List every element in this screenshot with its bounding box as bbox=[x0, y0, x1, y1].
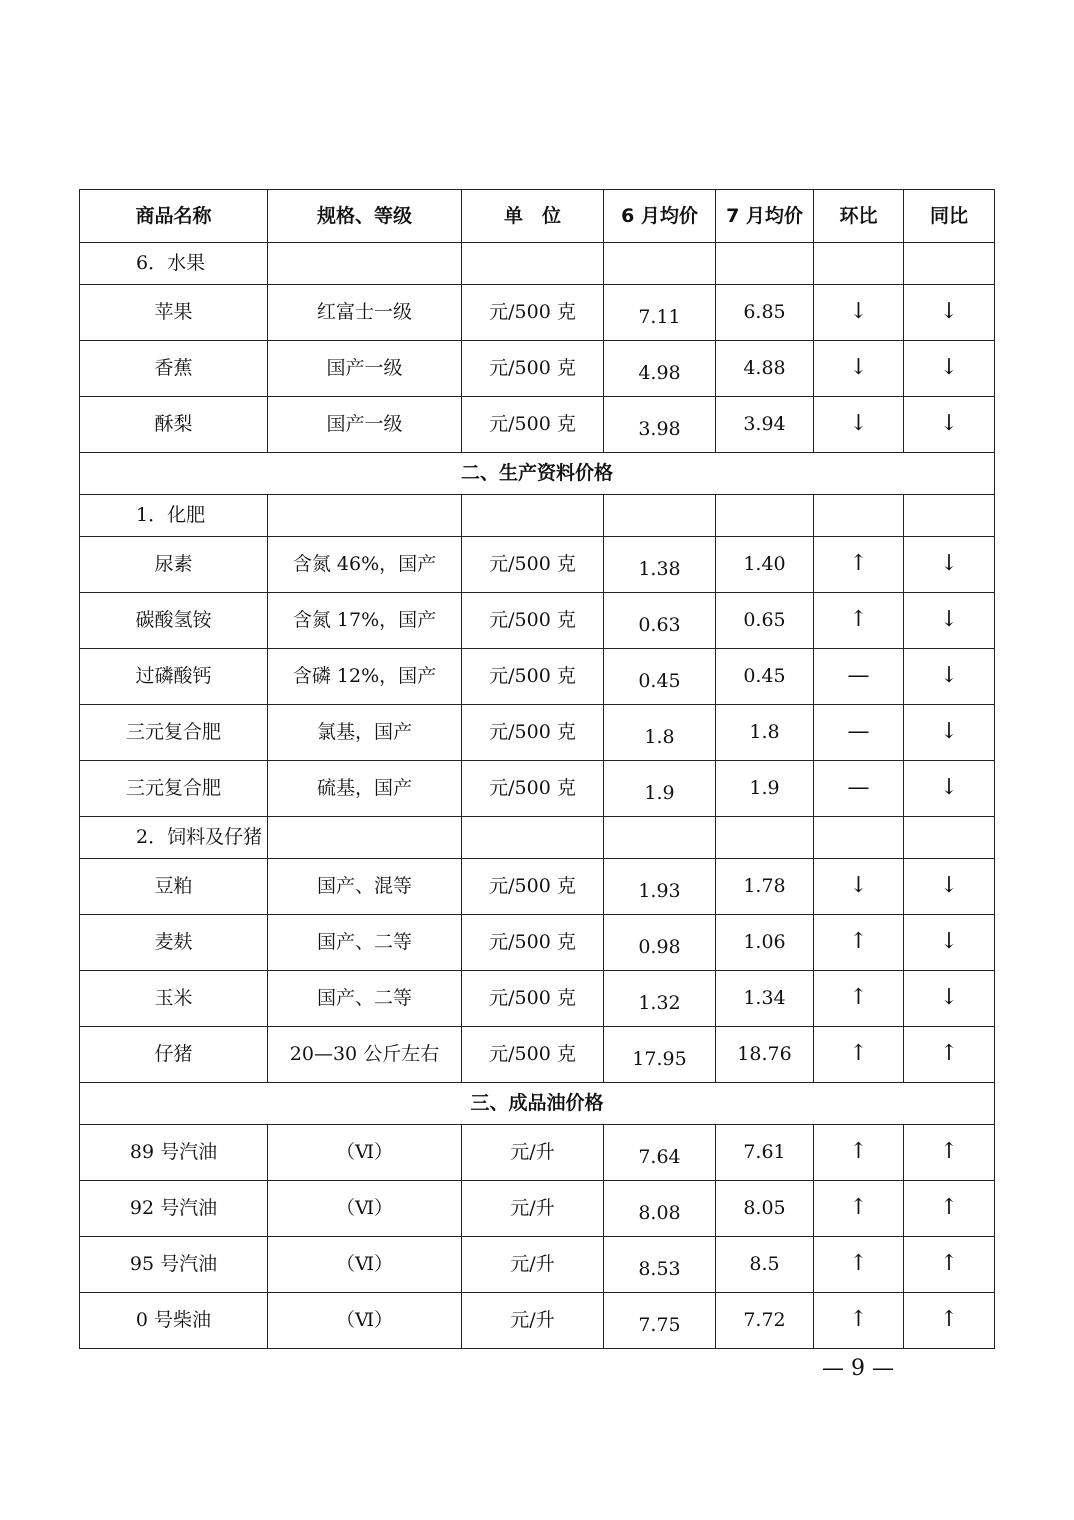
month-on-month-indicator: — bbox=[814, 649, 904, 705]
spec-grade: 红富士一级 bbox=[268, 285, 462, 341]
unit: 元/500 克 bbox=[462, 397, 604, 453]
empty-cell bbox=[904, 495, 995, 537]
month-on-month-indicator: ↓ bbox=[814, 859, 904, 915]
july-average-price: 7.72 bbox=[716, 1293, 814, 1349]
empty-cell bbox=[904, 243, 995, 285]
july-average-price: 1.9 bbox=[716, 761, 814, 817]
table-row bbox=[80, 1027, 995, 1083]
month-on-month-indicator: ↓ bbox=[814, 397, 904, 453]
month-on-month-indicator: ↑ bbox=[814, 1125, 904, 1181]
table-row bbox=[80, 705, 995, 761]
empty-cell bbox=[604, 817, 716, 859]
table-row bbox=[80, 285, 995, 341]
june-average-price: 1.8 bbox=[604, 705, 716, 761]
unit: 元/500 克 bbox=[462, 593, 604, 649]
unit: 元/升 bbox=[462, 1293, 604, 1349]
column-header: 单 位 bbox=[462, 190, 604, 243]
column-header: 6 月均价 bbox=[604, 190, 716, 243]
year-on-year-indicator: ↑ bbox=[904, 1027, 995, 1083]
june-average-price: 7.64 bbox=[604, 1125, 716, 1181]
table-row bbox=[80, 1237, 995, 1293]
unit: 元/500 克 bbox=[462, 537, 604, 593]
table-row bbox=[80, 341, 995, 397]
table-row bbox=[80, 537, 995, 593]
empty-cell bbox=[604, 243, 716, 285]
section-header-row bbox=[80, 1083, 995, 1125]
july-average-price: 6.85 bbox=[716, 285, 814, 341]
june-average-price: 1.38 bbox=[604, 537, 716, 593]
june-average-price: 4.98 bbox=[604, 341, 716, 397]
year-on-year-indicator: ↑ bbox=[904, 1293, 995, 1349]
july-average-price: 1.8 bbox=[716, 705, 814, 761]
year-on-year-indicator: ↓ bbox=[904, 649, 995, 705]
year-on-year-indicator: ↓ bbox=[904, 761, 995, 817]
commodity-name: 苹果 bbox=[80, 285, 268, 341]
unit: 元/500 克 bbox=[462, 859, 604, 915]
empty-cell bbox=[462, 243, 604, 285]
year-on-year-indicator: ↑ bbox=[904, 1181, 995, 1237]
year-on-year-indicator: ↑ bbox=[904, 1237, 995, 1293]
commodity-name: 玉米 bbox=[80, 971, 268, 1027]
table-row bbox=[80, 649, 995, 705]
table-row bbox=[80, 915, 995, 971]
july-average-price: 0.65 bbox=[716, 593, 814, 649]
commodity-name: 香蕉 bbox=[80, 341, 268, 397]
july-average-price: 0.45 bbox=[716, 649, 814, 705]
july-average-price: 3.94 bbox=[716, 397, 814, 453]
empty-cell bbox=[814, 495, 904, 537]
empty-cell bbox=[268, 243, 462, 285]
spec-grade: 国产一级 bbox=[268, 341, 462, 397]
column-header: 规格、等级 bbox=[268, 190, 462, 243]
unit: 元/升 bbox=[462, 1125, 604, 1181]
commodity-name: 碳酸氢铵 bbox=[80, 593, 268, 649]
july-average-price: 1.78 bbox=[716, 859, 814, 915]
june-average-price: 1.9 bbox=[604, 761, 716, 817]
july-average-price: 18.76 bbox=[716, 1027, 814, 1083]
july-average-price: 8.5 bbox=[716, 1237, 814, 1293]
empty-cell bbox=[268, 817, 462, 859]
month-on-month-indicator: ↑ bbox=[814, 1181, 904, 1237]
july-average-price: 4.88 bbox=[716, 341, 814, 397]
commodity-name: 麦麸 bbox=[80, 915, 268, 971]
table-row bbox=[80, 1125, 995, 1181]
month-on-month-indicator: ↓ bbox=[814, 341, 904, 397]
category-row bbox=[80, 243, 995, 285]
table-row bbox=[80, 971, 995, 1027]
commodity-name: 三元复合肥 bbox=[80, 705, 268, 761]
month-on-month-indicator: ↑ bbox=[814, 915, 904, 971]
column-header: 环比 bbox=[814, 190, 904, 243]
year-on-year-indicator: ↓ bbox=[904, 915, 995, 971]
spec-grade: （Ⅵ） bbox=[268, 1237, 462, 1293]
july-average-price: 1.06 bbox=[716, 915, 814, 971]
category-title: 1．化肥 bbox=[80, 495, 268, 537]
spec-grade: 国产一级 bbox=[268, 397, 462, 453]
unit: 元/升 bbox=[462, 1237, 604, 1293]
category-row bbox=[80, 495, 995, 537]
table-header-row bbox=[80, 190, 995, 243]
commodity-name: 豆粕 bbox=[80, 859, 268, 915]
year-on-year-indicator: ↓ bbox=[904, 971, 995, 1027]
table-row bbox=[80, 593, 995, 649]
june-average-price: 8.53 bbox=[604, 1237, 716, 1293]
spec-grade: （Ⅵ） bbox=[268, 1293, 462, 1349]
june-average-price: 1.32 bbox=[604, 971, 716, 1027]
june-average-price: 17.95 bbox=[604, 1027, 716, 1083]
spec-grade: 硫基，国产 bbox=[268, 761, 462, 817]
column-header: 商品名称 bbox=[80, 190, 268, 243]
commodity-name: 0 号柴油 bbox=[80, 1293, 268, 1349]
table-row bbox=[80, 1181, 995, 1237]
table-row bbox=[80, 761, 995, 817]
unit: 元/500 克 bbox=[462, 761, 604, 817]
empty-cell bbox=[462, 495, 604, 537]
spec-grade: 氯基，国产 bbox=[268, 705, 462, 761]
month-on-month-indicator: ↑ bbox=[814, 1293, 904, 1349]
spec-grade: 20—30 公斤左右 bbox=[268, 1027, 462, 1083]
unit: 元/500 克 bbox=[462, 915, 604, 971]
unit: 元/500 克 bbox=[462, 1027, 604, 1083]
column-header: 7 月均价 bbox=[716, 190, 814, 243]
month-on-month-indicator: ↑ bbox=[814, 971, 904, 1027]
column-header: 同比 bbox=[904, 190, 995, 243]
table-row bbox=[80, 1293, 995, 1349]
commodity-name: 92 号汽油 bbox=[80, 1181, 268, 1237]
spec-grade: 含氮 17%，国产 bbox=[268, 593, 462, 649]
june-average-price: 0.63 bbox=[604, 593, 716, 649]
june-average-price: 3.98 bbox=[604, 397, 716, 453]
spec-grade: 国产、混等 bbox=[268, 859, 462, 915]
year-on-year-indicator: ↓ bbox=[904, 537, 995, 593]
empty-cell bbox=[814, 817, 904, 859]
june-average-price: 1.93 bbox=[604, 859, 716, 915]
july-average-price: 1.34 bbox=[716, 971, 814, 1027]
unit: 元/500 克 bbox=[462, 341, 604, 397]
month-on-month-indicator: — bbox=[814, 761, 904, 817]
month-on-month-indicator: ↑ bbox=[814, 537, 904, 593]
commodity-name: 三元复合肥 bbox=[80, 761, 268, 817]
table-row bbox=[80, 859, 995, 915]
empty-cell bbox=[716, 817, 814, 859]
month-on-month-indicator: ↓ bbox=[814, 285, 904, 341]
empty-cell bbox=[716, 495, 814, 537]
empty-cell bbox=[716, 243, 814, 285]
month-on-month-indicator: ↑ bbox=[814, 1027, 904, 1083]
july-average-price: 1.40 bbox=[716, 537, 814, 593]
commodity-name: 仔猪 bbox=[80, 1027, 268, 1083]
empty-cell bbox=[462, 817, 604, 859]
category-title: 6．水果 bbox=[80, 243, 268, 285]
month-on-month-indicator: ↑ bbox=[814, 593, 904, 649]
june-average-price: 8.08 bbox=[604, 1181, 716, 1237]
year-on-year-indicator: ↓ bbox=[904, 593, 995, 649]
year-on-year-indicator: ↓ bbox=[904, 341, 995, 397]
july-average-price: 7.61 bbox=[716, 1125, 814, 1181]
spec-grade: 含磷 12%，国产 bbox=[268, 649, 462, 705]
unit: 元/500 克 bbox=[462, 649, 604, 705]
unit: 元/500 克 bbox=[462, 971, 604, 1027]
commodity-name: 过磷酸钙 bbox=[80, 649, 268, 705]
price-table bbox=[79, 189, 995, 1349]
empty-cell bbox=[604, 495, 716, 537]
unit: 元/500 克 bbox=[462, 705, 604, 761]
empty-cell bbox=[814, 243, 904, 285]
month-on-month-indicator: — bbox=[814, 705, 904, 761]
section-title: 二、生产资料价格 bbox=[80, 453, 995, 495]
commodity-name: 酥梨 bbox=[80, 397, 268, 453]
june-average-price: 0.45 bbox=[604, 649, 716, 705]
category-row bbox=[80, 817, 995, 859]
unit: 元/升 bbox=[462, 1181, 604, 1237]
commodity-name: 89 号汽油 bbox=[80, 1125, 268, 1181]
spec-grade: （Ⅵ） bbox=[268, 1181, 462, 1237]
page-number: — 9 — bbox=[822, 1356, 894, 1381]
section-title: 三、成品油价格 bbox=[80, 1083, 995, 1125]
june-average-price: 7.11 bbox=[604, 285, 716, 341]
year-on-year-indicator: ↑ bbox=[904, 1125, 995, 1181]
june-average-price: 7.75 bbox=[604, 1293, 716, 1349]
spec-grade: 国产、二等 bbox=[268, 915, 462, 971]
empty-cell bbox=[904, 817, 995, 859]
table-row bbox=[80, 397, 995, 453]
empty-cell bbox=[268, 495, 462, 537]
unit: 元/500 克 bbox=[462, 285, 604, 341]
spec-grade: 国产、二等 bbox=[268, 971, 462, 1027]
july-average-price: 8.05 bbox=[716, 1181, 814, 1237]
month-on-month-indicator: ↑ bbox=[814, 1237, 904, 1293]
spec-grade: 含氮 46%，国产 bbox=[268, 537, 462, 593]
year-on-year-indicator: ↓ bbox=[904, 859, 995, 915]
section-header-row bbox=[80, 453, 995, 495]
commodity-name: 95 号汽油 bbox=[80, 1237, 268, 1293]
category-title: 2．饲料及仔猪 bbox=[80, 817, 268, 859]
year-on-year-indicator: ↓ bbox=[904, 285, 995, 341]
year-on-year-indicator: ↓ bbox=[904, 397, 995, 453]
year-on-year-indicator: ↓ bbox=[904, 705, 995, 761]
commodity-name: 尿素 bbox=[80, 537, 268, 593]
spec-grade: （Ⅵ） bbox=[268, 1125, 462, 1181]
june-average-price: 0.98 bbox=[604, 915, 716, 971]
